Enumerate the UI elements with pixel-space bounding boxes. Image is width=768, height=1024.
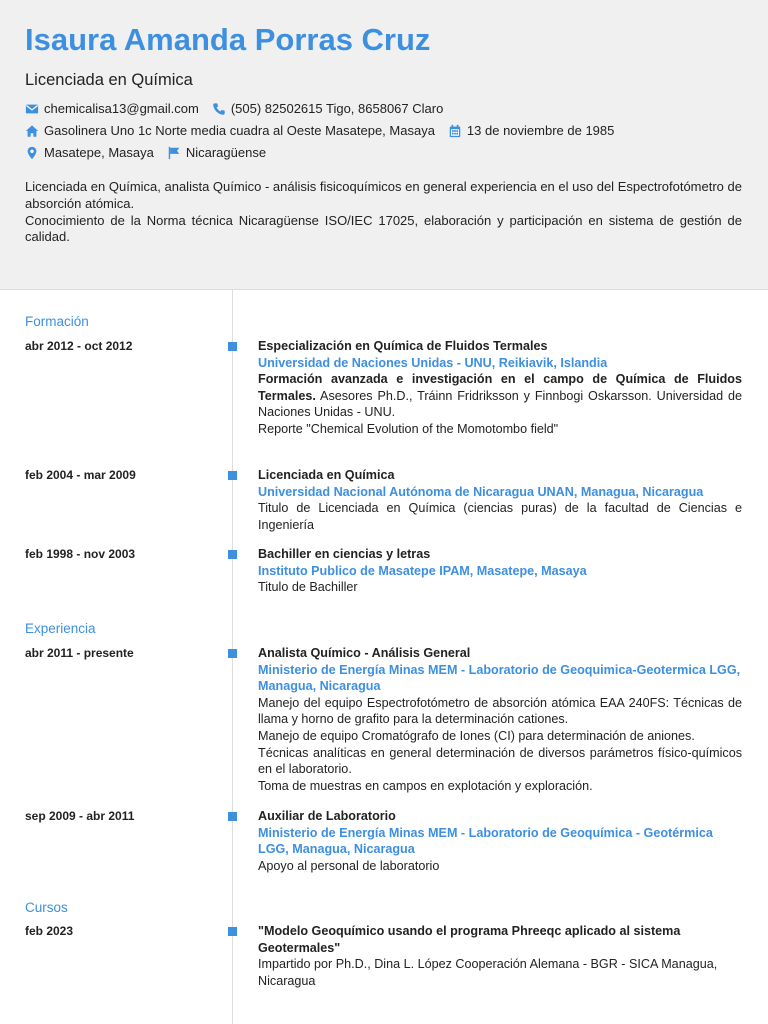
birthdate-text: 13 de noviembre de 1985 [466, 123, 615, 138]
timeline-marker [228, 471, 237, 480]
entry-description-line: Manejo del equipo Espectrofotómetro de absorción atómica EAA 240FS: Técnicas de llama y horno de grafito para la determinación cationes. [258, 695, 742, 727]
location-item [25, 145, 154, 160]
entry-date: feb 2023 [25, 924, 74, 938]
section-title-education: Formación [25, 314, 89, 329]
entry-content [258, 923, 742, 989]
timeline-marker [228, 649, 237, 658]
entry-content [258, 338, 742, 438]
header [0, 0, 768, 290]
entry-title: Bachiller en ciencias y letras [258, 547, 431, 561]
entry-description: Titulo de Licenciada en Química (ciencias puras) de la facultad de Ciencias e Ingeniería [258, 501, 742, 532]
entry-organization: Universidad Nacional Autónoma de Nicaragua UNAN, Managua, Nicaragua [258, 484, 704, 499]
address-item [25, 123, 435, 138]
timeline-marker [228, 342, 237, 351]
description-bold: Formación avanzada e investigación en el campo de Química de Fluidos Termales. [258, 372, 742, 403]
contact-row-1 [25, 101, 456, 116]
entry-title: Auxiliar de Laboratorio [258, 809, 396, 823]
entry-title: Analista Químico - Análisis General [258, 646, 471, 660]
entry-date: abr 2011 - presente [25, 646, 134, 660]
entry-description: Apoyo al personal de laboratorio [258, 858, 440, 873]
phone-item[interactable] [212, 101, 444, 116]
nationality-item [167, 145, 266, 160]
summary-paragraph-1: Licenciada en Química, analista Químico - análisis fisicoquímicos en general experiencia en el uso del Espectrofotómetro de absorción atómica. [25, 179, 742, 211]
entry-content [258, 808, 742, 874]
location-text: Masatepe, Masaya [44, 145, 154, 160]
entry-organization: Instituto Publico de Masatepe IPAM, Masatepe, Masaya [258, 563, 587, 578]
phone-icon [212, 102, 226, 116]
entry-organization: Universidad de Naciones Unidas - UNU, Reikiavik, Islandia [258, 355, 608, 370]
entry-description-line: Toma de muestras en campos en explotación y exploración. [258, 778, 593, 793]
entry-date: abr 2012 - oct 2012 [25, 339, 133, 353]
entry-description: Impartido por Ph.D., Dina L. López Cooperación Alemana - BGR - SICA Managua, Nicaragua [258, 957, 718, 988]
entry-description [258, 371, 742, 421]
section-title-courses: Cursos [25, 900, 68, 915]
section-title-experience: Experiencia [25, 621, 96, 636]
contact-row-3 [25, 145, 279, 160]
entry-organization: Ministerio de Energía Minas MEM - Laboratorio de Geoquímica - Geotérmica LGG, Managua, Nicaragua [258, 825, 713, 857]
entry-description-line: Manejo de equipo Cromatógrafo de Iones (CI) para determinación de aniones. [258, 728, 695, 743]
summary-paragraph-2: Conocimiento de la Norma técnica Nicaragüense ISO/IEC 17025, elaboración y participación en sistema de gestión de calidad. [25, 212, 742, 245]
entry-content [258, 546, 742, 596]
entry-description: Titulo de Bachiller [258, 580, 358, 595]
entry-content [258, 645, 742, 794]
timeline-marker [228, 550, 237, 559]
phone-text: (505) 82502615 Tigo, 8658067 Claro [230, 101, 444, 116]
entry-title: Especialización en Química de Fluidos Termales [258, 339, 548, 353]
entry-date: feb 2004 - mar 2009 [25, 468, 136, 482]
timeline-marker [228, 927, 237, 936]
nationality-text: Nicaragüense [185, 145, 267, 160]
description-rest: Asesores Ph.D., Tráinn Fridriksson y Finnbogi Oskarsson. Universidad de Naciones Unidas - UNU. [258, 388, 742, 420]
entry-organization: Ministerio de Energía Minas MEM - Laboratorio de Geoquimica-Geotermica LGG, Managua, Nicaragua [258, 662, 741, 694]
flag-icon [167, 146, 181, 160]
birthdate-item [448, 123, 614, 138]
entry-description-line: Técnicas analíticas en general determinación de diversos parámetros físico-químicos en el laboratorio. [258, 745, 742, 777]
timeline-marker [228, 812, 237, 821]
entry-title: Licenciada en Química [258, 468, 395, 482]
entry-content [258, 467, 742, 533]
calendar-icon [448, 124, 462, 138]
contact-row-2 [25, 123, 627, 138]
person-title: Licenciada en Química [25, 71, 193, 89]
summary [25, 179, 742, 246]
entry-title: "Modelo Geoquímico usando el programa Phreeqc aplicado al sistema Geotermales" [258, 924, 681, 955]
person-name: Isaura Amanda Porras Cruz [25, 22, 431, 57]
email-item[interactable] [25, 101, 199, 116]
email-text: chemicalisa13@gmail.com [44, 101, 199, 116]
home-icon [25, 124, 39, 138]
map-pin-icon [25, 146, 39, 160]
entry-description-2: Reporte "Chemical Evolution of the Momotombo field" [258, 421, 559, 436]
entry-date: sep 2009 - abr 2011 [25, 809, 135, 823]
address-text: Gasolinera Uno 1c Norte media cuadra al Oeste Masatepe, Masaya [44, 123, 435, 138]
entry-date: feb 1998 - nov 2003 [25, 547, 136, 561]
envelope-icon [25, 102, 39, 116]
